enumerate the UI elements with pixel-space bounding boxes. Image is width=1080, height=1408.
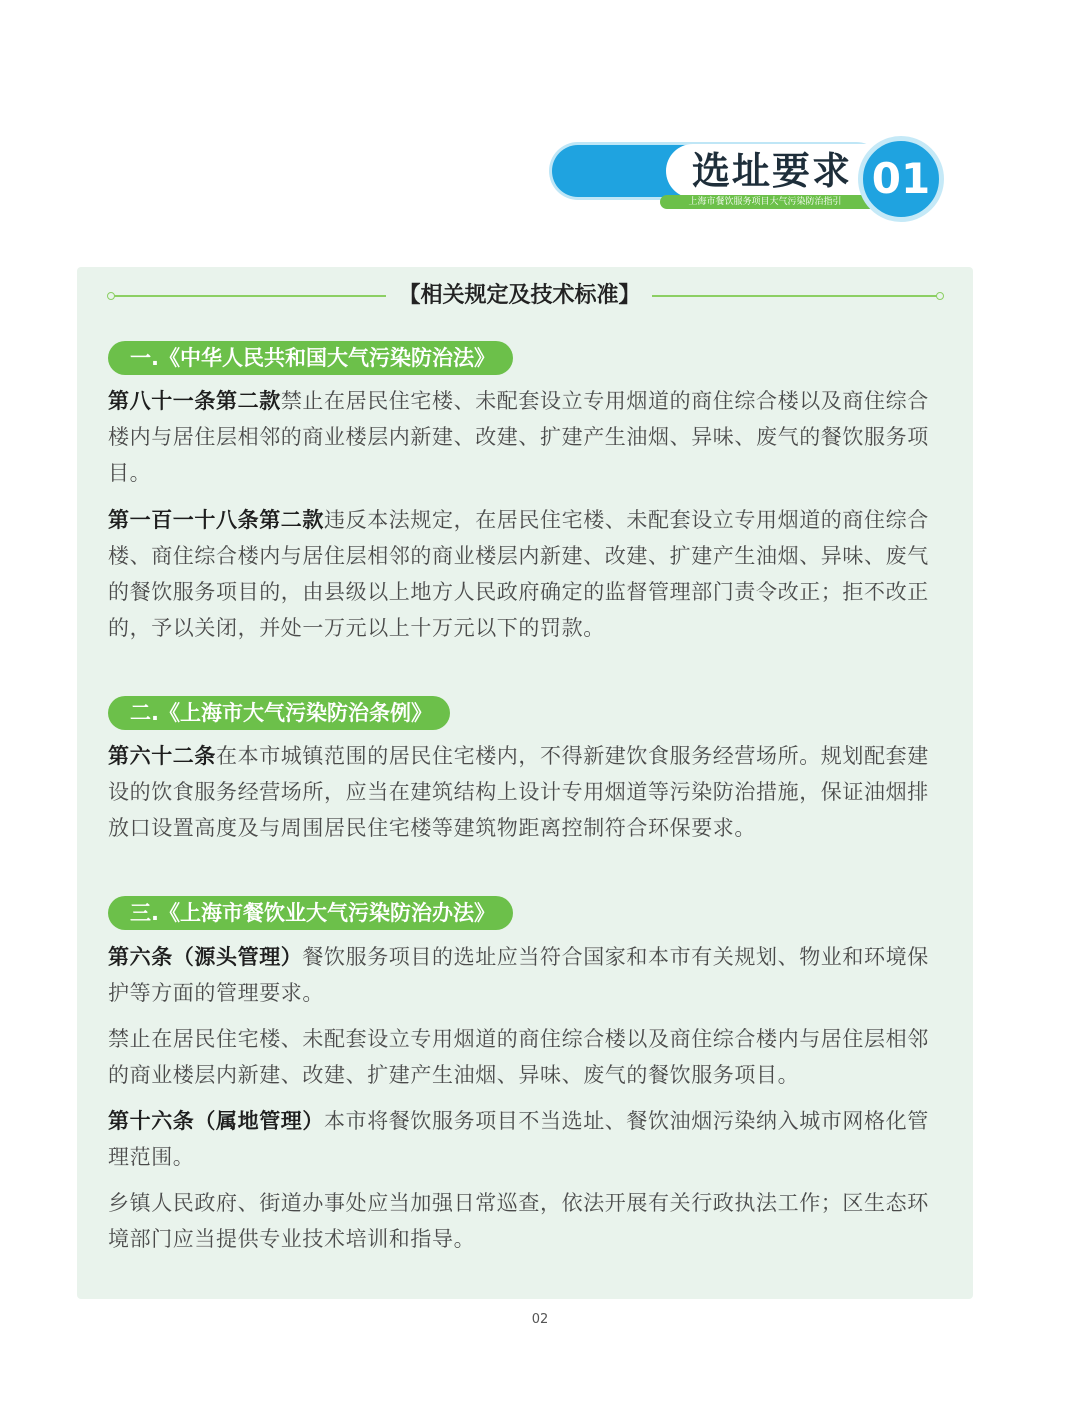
article-title: 第六十二条	[108, 744, 216, 768]
regulations-card	[77, 267, 973, 1299]
section-label-1: 一.《中华人民共和国大气污染防治法》	[108, 341, 513, 375]
paragraph	[108, 1185, 944, 1257]
paragraph	[108, 383, 944, 491]
article-title: 第六条（源头管理）	[108, 945, 303, 969]
article-text: 禁止在居民住宅楼、未配套设立专用烟道的商住综合楼以及商住综合楼内与居住层相邻的商业楼层内新建、改建、扩建产生油烟、异味、废气的餐饮服务项目。	[108, 389, 929, 485]
paragraph	[108, 738, 944, 846]
section-badge	[548, 133, 948, 225]
article-text: 在本市城镇范围的居民住宅楼内，不得新建饮食服务经营场所。规划配套建设的饮食服务经营场所，应当在建筑结构上设计专用烟道等污染防治措施，保证油烟排放口设置高度及与周围居民住宅楼等建筑物距离控制符合环保要求。	[108, 744, 929, 840]
article-title: 第十六条（属地管理）	[108, 1109, 324, 1133]
section-subtitle: 上海市餐饮服务项目大气污染防治指引	[660, 195, 870, 209]
article-title: 第八十一条第二款	[108, 389, 281, 413]
heading-dot-left	[107, 292, 115, 300]
article-title: 第一百一十八条第二款	[108, 508, 324, 532]
article-text: 禁止在居民住宅楼、未配套设立专用烟道的商住综合楼以及商住综合楼内与居住层相邻的商业楼层内新建、改建、扩建产生油烟、异味、废气的餐饮服务项目。	[108, 1027, 929, 1087]
paragraph	[108, 1021, 944, 1093]
paragraph	[108, 1103, 944, 1175]
section-number: 01	[858, 136, 944, 222]
card-heading-row	[77, 281, 973, 311]
heading-divider-left	[110, 295, 386, 297]
heading-dot-right	[936, 292, 944, 300]
paragraph	[108, 939, 944, 1011]
article-text: 乡镇人民政府、街道办事处应当加强日常巡查，依法开展有关行政执法工作；区生态环境部门应当提供专业技术培训和指导。	[108, 1191, 929, 1251]
section-title: 选址要求	[692, 149, 853, 193]
article-text: 违反本法规定，在居民住宅楼、未配套设立专用烟道的商住综合楼、商住综合楼内与居住层相邻的商业楼层内新建、改建、扩建产生油烟、异味、废气的餐饮服务项目的，由县级以上地方人民政府确定的监督管理部门责令改正；拒不改正的，予以关闭，并处一万元以上十万元以下的罚款。	[108, 508, 929, 640]
card-heading: 【相关规定及技术标准】	[398, 283, 641, 308]
article-text: 本市将餐饮服务项目不当选址、餐饮油烟污染纳入城市网格化管理范围。	[108, 1109, 929, 1169]
section-label-2: 二.《上海市大气污染防治条例》	[108, 696, 450, 730]
paragraph	[108, 502, 944, 646]
section-label-3: 三.《上海市餐饮业大气污染防治办法》	[108, 896, 513, 930]
article-text: 餐饮服务项目的选址应当符合国家和本市有关规划、物业和环境保护等方面的管理要求。	[108, 945, 929, 1005]
page-number: 02	[531, 1312, 549, 1327]
heading-divider-right	[652, 295, 938, 297]
